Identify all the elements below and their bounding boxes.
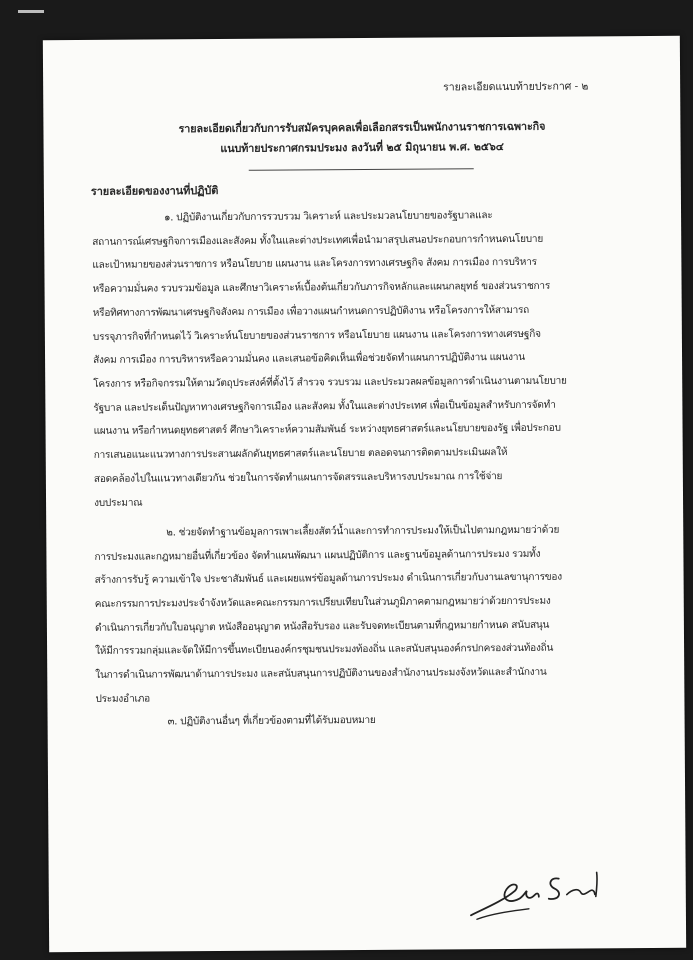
body-line: งบประมาณ [94,497,143,509]
document-title-line-2: แนบท้ายประกาศกรมประมง ลงวันที่ ๒๕ มิถุนายน พ.ศ. ๒๕๖๔ [220,140,504,155]
body-line: สังคม การเมือง การบริหารหรือความมั่นคง และเสนอข้อคิดเห็นเพื่อช่วยจัดทำแผนการปฏิบัติงาน แผนงาน [93,351,525,366]
body-line: การประมงและกฎหมายอื่นที่เกี่ยวข้อง จัดทำแผนพัฒนา แผนปฏิบัติการ และฐานข้อมูลด้านการประมง รวมทั้ง [94,548,541,563]
body-line: ให้มีการรวมกลุ่มและจัดให้มีการขึ้นทะเบียนองค์กรชุมชนประมงท้องถิ่น และสนับสนุนองค์กรปกครองส่วนท้องถิ่น [95,642,554,657]
minimize-icon[interactable] [18,10,44,13]
document-title-line-1: รายละเอียดเกี่ยวกับการรับสมัครบุคคลเพื่อเลือกสรรเป็นพนักงานราชการเฉพาะกิจ [178,119,546,136]
body-line: ๒. ช่วยจัดทำฐานข้อมูลการเพาะเลี้ยงสัตว์น้ำและการทำการประมงให้เป็นไปตามกฎหมายว่าด้วย [166,524,560,539]
body-line: โครงการ หรือกิจกรรมให้ตามวัตถุประสงค์ที่ตั้งไว้ สำรวจ รวบรวม และประมวลผลข้อมูลการดำเนินงานตามนโยบาย [93,375,567,390]
body-line: การเสนอแนะแนวทางการประสานผลักดันยุทธศาสตร์และนโยบาย ตลอดจนการติดตามประเมินผลให้ [93,447,508,461]
title-divider [249,168,474,171]
body-line: สร้างการรับรู้ ความเข้าใจ ประชาสัมพันธ์ และเผยแพร่ข้อมูลด้านการประมง ดำเนินการเกี่ยวกับงานเลขานุการของ [94,571,562,586]
body-line: สอดคล้องไปในแนวทางเดียวกัน ช่วยในการจัดทำแผนการจัดสรรและบริหารงบประมาณ การใช้จ่าย [93,471,503,485]
viewer-top-bar [0,0,693,30]
section-heading: รายละเอียดของงานที่ปฏิบัติ [90,184,219,198]
body-line: สถานการณ์เศรษฐกิจการเมืองและสังคม ทั้งในและต่างประเทศเพื่อนำมาสรุปเสนอประกอบการกำหนดนโยบาย [92,233,544,248]
body-line: แผนงาน หรือกำหนดยุทธศาสตร์ ศึกษาวิเคราะห์ความสัมพันธ์ ระหว่างยุทธศาสตร์และนโยบายของรัฐ เพื่อประกอบ [93,422,561,437]
body-line: ๓. ปฏิบัติงานอื่นๆ ที่เกี่ยวข้องตามที่ได้รับมอบหมาย [167,714,376,728]
body-line: หรือทิศทางการพัฒนาเศรษฐกิจสังคม การเมือง เพื่อวางแผนกำหนดการปฏิบัติงาน หรือโครงการให้สามารถ [92,304,530,319]
body-line: ประมงอำเภอ [95,693,150,705]
body-line: คณะกรรมการประมงประจำจังหวัดและคณะกรรมการเปรียบเทียบในส่วนภูมิภาคตามกฎหมายว่าด้วยการประมง [94,595,551,610]
body-line: ดำเนินการเกี่ยวกับใบอนุญาต หนังสืออนุญาต หนังสือรับรอง และรับจดทะเบียนตามที่กฎหมายกำหนด สนับสนุน [94,619,550,634]
body-line: บรรจุภารกิจที่กำหนดไว้ วิเคราะห์นโยบายของส่วนราชการ หรือนโยบาย แผนงาน และโครงการทางเศรษฐกิจ [92,328,541,343]
signature-mark [463,864,613,925]
body-line: ๑. ปฏิบัติงานเกี่ยวกับการรวบรวม วิเคราะห์ และประมวลนโยบายของรัฐบาลและ [164,210,493,224]
body-line: และเป้าหมายของส่วนราชการ หรือนโยบาย แผนงาน และโครงการทางเศรษฐกิจ สังคม การเมือง การบริหาร [92,256,537,271]
body-line: รัฐบาล และประเด็นปัญหาทางเศรษฐกิจการเมือง และสังคม ทั้งในและต่างประเทศ เพื่อเป็นข้อมูลสำหรับการจัดทำ [93,399,556,414]
body-line: หรือความมั่นคง รวบรวมข้อมูล และศึกษาวิเคราะห์เบื้องต้นเกี่ยวกับภารกิจหลักและแผนกลยุทธ์ ของส่วนราชการ [92,280,551,295]
body-line: ในการดำเนินการพัฒนาด้านการประมง และสนับสนุนการปฏิบัติงานของสำนักงานประมงจังหวัดและสำนักงาน [95,666,547,681]
document-page [43,36,686,952]
header-reference: รายละเอียดแนบท้ายประกาศ - ๒ [443,80,589,94]
